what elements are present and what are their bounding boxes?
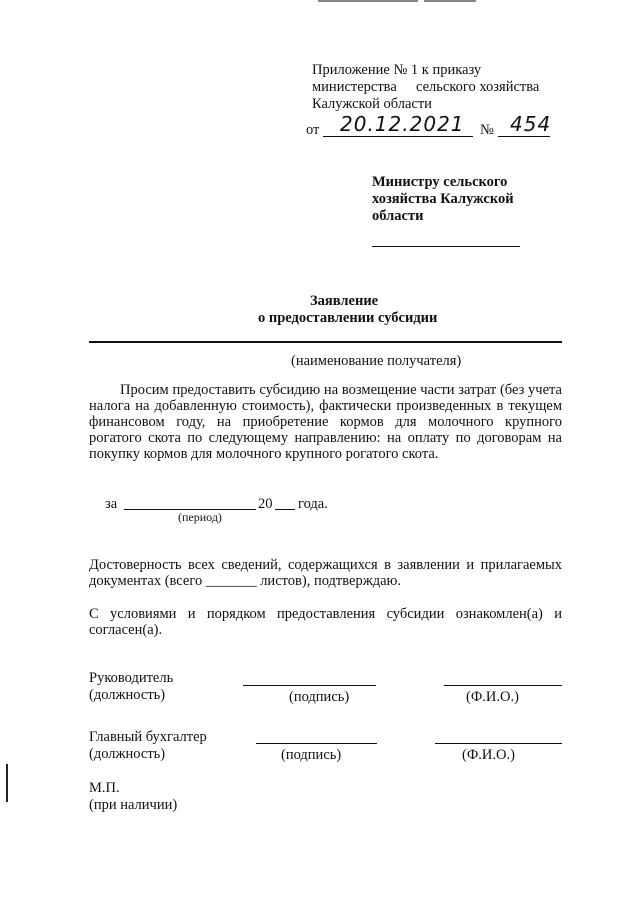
document-title: Заявление [310, 293, 379, 309]
scan-edge-mark [318, 0, 418, 2]
confirmation-paragraph: Достоверность всех сведений, содержащихся в заявлении и прилагаемых документах (всего _______ листов), подтверждаю. [89, 557, 562, 589]
period-year-line [275, 509, 295, 510]
addressee-line-3: области [372, 208, 424, 224]
accountant-sign-line [256, 743, 377, 744]
period-year-prefix: 20 [258, 496, 273, 512]
accountant-sign-caption: (подпись) [281, 747, 342, 763]
head-name-line [444, 685, 562, 686]
stamp-note: (при наличии) [89, 797, 178, 813]
accountant-name-line [435, 743, 562, 744]
date-underline [323, 136, 473, 137]
head-sign-line [243, 685, 376, 686]
document-subtitle: о предоставлении субсидии [258, 310, 438, 326]
accountant-position: (должность) [89, 746, 166, 762]
accountant-title: Главный бухгалтер [89, 729, 207, 745]
date-handwritten: 20.12.2021 [340, 112, 465, 136]
head-name-caption: (Ф.И.О.) [466, 689, 519, 705]
period-caption: (период) [178, 510, 222, 524]
period-za: за [105, 496, 118, 512]
recipient-line [89, 341, 562, 343]
head-position: (должность) [89, 687, 166, 703]
scan-edge-mark [6, 764, 8, 802]
date-prefix: от [306, 122, 320, 138]
addressee-line-1: Министру сельского [372, 174, 508, 190]
request-paragraph: Просим предоставить субсидию на возмещение части затрат (без учета налога на добавленную стоимость), фактически произведенных в текущем финансовом году, на приобретение кормов для молочного крупного рогатого скота по следующему направлению: на оплату по договорам на покупку кормов для молочного крупного рогатого скота. [89, 382, 562, 462]
head-title: Руководитель [89, 670, 174, 686]
stamp-label: М.П. [89, 780, 120, 796]
appendix-line-2b: сельского хозяйства [416, 79, 540, 95]
appendix-line-1: Приложение № 1 к приказу [312, 62, 482, 78]
accountant-name-caption: (Ф.И.О.) [462, 747, 515, 763]
recipient-caption: (наименование получателя) [291, 353, 462, 369]
addressee-signature-line [372, 246, 520, 247]
period-year-suffix: года. [298, 496, 328, 512]
head-sign-caption: (подпись) [289, 689, 350, 705]
appendix-line-3: Калужской области [312, 96, 432, 112]
number-underline [498, 136, 550, 137]
scan-edge-mark [424, 0, 476, 2]
number-prefix: № [480, 122, 494, 138]
addressee-line-2: хозяйства Калужской [372, 191, 514, 207]
appendix-line-2a: министерства [312, 79, 397, 95]
number-handwritten: 454 [510, 112, 552, 136]
conditions-paragraph: С условиями и порядком предоставления субсидии ознакомлен(а) и согласен(а). [89, 606, 562, 638]
